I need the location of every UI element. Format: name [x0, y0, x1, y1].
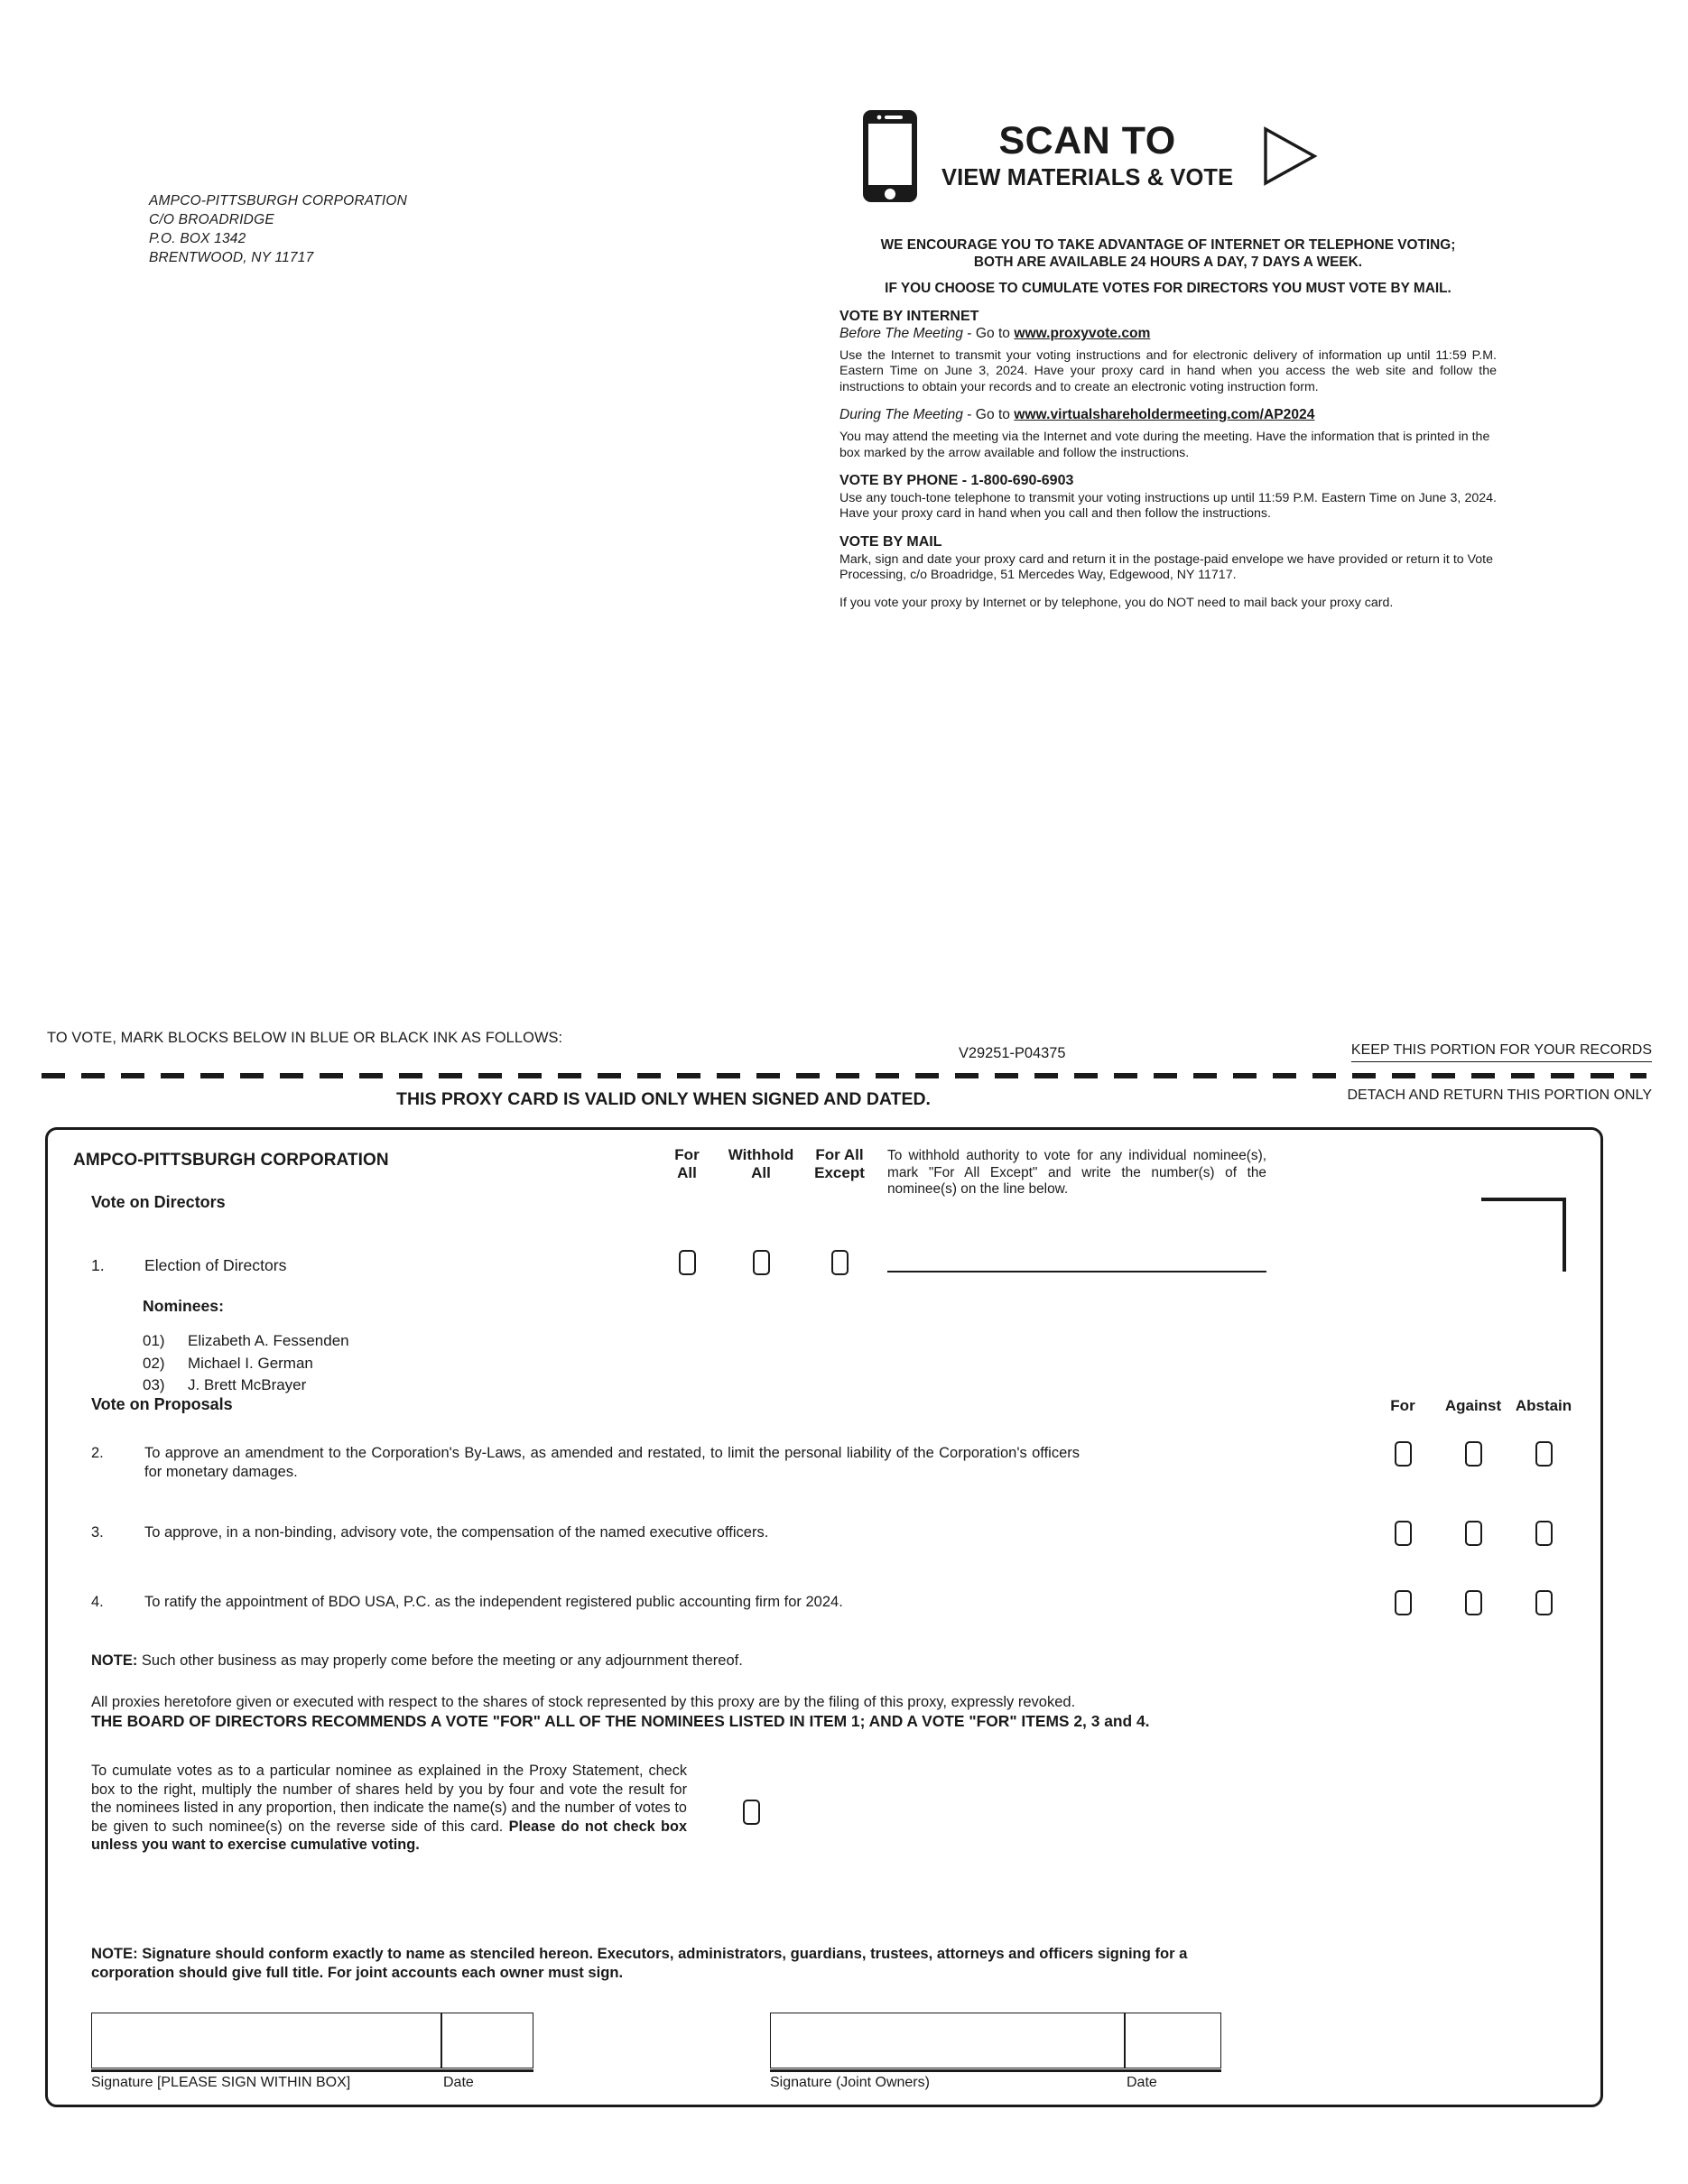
checkbox-abstain[interactable]	[1535, 1441, 1553, 1467]
item-1-label: Election of Directors	[144, 1256, 287, 1274]
vote-by-mail-body: Mark, sign and date your proxy card and return it in the postage-paid envelope we have provided or return it to Vote Processing, c/o Broadridge, 51 Mercedes Way, Edgewood, NY 11717.	[839, 551, 1493, 583]
checkbox-for[interactable]	[1395, 1441, 1412, 1467]
nominee-number: 03)	[143, 1376, 165, 1393]
address-line: BRENTWOOD, NY 11717	[149, 250, 314, 265]
signature-boxes	[770, 2013, 1221, 2068]
proposal-text: To approve, in a non-binding, advisory vote, the compensation of the named executive officers.	[144, 1524, 769, 1541]
nominees-list	[143, 1330, 349, 1397]
column-header-abstain: Abstain	[1515, 1397, 1572, 1414]
date-label: Date	[443, 2075, 474, 2091]
proxy-card	[45, 1127, 1603, 2107]
address-line: P.O. BOX 1342	[149, 231, 246, 246]
signature-labels	[91, 2075, 533, 2091]
proposal-column-headers	[1368, 1397, 1579, 1415]
checkbox-for-all[interactable]	[679, 1250, 696, 1275]
nominee-name: Elizabeth A. Fessenden	[188, 1332, 349, 1349]
column-header-withhold-all: Withhold All	[728, 1146, 794, 1181]
column-header-for-all-except: For All Except	[814, 1146, 865, 1181]
nominee-number-write-in-line[interactable]	[887, 1270, 1266, 1272]
proposal-2-checkboxes	[1368, 1441, 1579, 1467]
mailing-address	[149, 191, 407, 267]
vote-by-mail-heading: VOTE BY MAIL	[839, 533, 942, 550]
mobile-phone-icon	[862, 109, 918, 203]
valid-when-signed-note: THIS PROXY CARD IS VALID ONLY WHEN SIGNED AND DATED.	[396, 1089, 931, 1109]
encourage-line-2: BOTH ARE AVAILABLE 24 HOURS A DAY, 7 DAYS A WEEK.	[973, 254, 1363, 270]
signature-input[interactable]	[92, 2013, 441, 2068]
signature-label: Signature (Joint Owners)	[770, 2075, 930, 2091]
proposal-number: 2.	[91, 1445, 104, 1461]
signature-date-input[interactable]	[1126, 2013, 1220, 2068]
address-line: C/O BROADRIDGE	[149, 212, 274, 227]
virtual-meeting-link[interactable]: www.virtualshareholdermeeting.com/AP2024	[1014, 407, 1315, 423]
checkbox-against[interactable]	[1465, 1441, 1482, 1467]
checkbox-cumulative-voting[interactable]	[743, 1800, 760, 1825]
list-item	[143, 1353, 349, 1375]
proposal-3-checkboxes	[1368, 1521, 1579, 1546]
corner-registration-bracket	[1481, 1198, 1566, 1272]
divider	[770, 2069, 1221, 2072]
signature-date-input[interactable]	[442, 2013, 533, 2068]
cumulative-voting-warning: Please do not check box unless you want to exercise cumulative voting.	[91, 1818, 687, 1854]
cumulate-notice: IF YOU CHOOSE TO CUMULATE VOTES FOR DIRECTORS YOU MUST VOTE BY MAIL.	[885, 281, 1451, 296]
checkbox-abstain[interactable]	[1535, 1521, 1553, 1546]
column-header-against: Against	[1444, 1397, 1502, 1414]
signature-note: NOTE: Signature should conform exactly to name as stenciled hereon. Executors, administrators, guardians, trustees, attorneys and officers signing for a corporation should give full title. For joint accounts each owner must sign.	[91, 1945, 1188, 1981]
before-meeting-goto: - Go to	[962, 326, 1015, 341]
column-header-for-all: For All	[674, 1146, 700, 1181]
vote-by-phone-body: Use any touch-tone telephone to transmit your voting instructions up until 11:59 P.M. Eastern Time on June 3, 2024. Have your proxy card in hand when you call and then follow the instructions.	[839, 491, 1497, 522]
signature-label: Signature [PLEASE SIGN WITHIN BOX]	[91, 2075, 351, 2091]
nominees-heading: Nominees:	[143, 1297, 224, 1315]
cumulative-voting-instruction	[91, 1762, 687, 1855]
checkbox-for-all-except[interactable]	[831, 1250, 849, 1275]
nominee-number: 01)	[143, 1332, 165, 1349]
detach-portion-label: DETACH AND RETURN THIS PORTION ONLY	[1347, 1087, 1652, 1103]
encourage-line-1: WE ENCOURAGE YOU TO TAKE ADVANTAGE OF INTERNET OR TELEPHONE VOTING;	[880, 237, 1456, 253]
before-meeting-body: Use the Internet to transmit your voting instructions and for electronic delivery of information up until 11:59 P.M. Eastern Time on June 3, 2024. Have your proxy card in hand when you access the web site and follow the instructions to obtain your records and to create an electronic voting instruction form.	[839, 348, 1497, 394]
note-label: NOTE:	[91, 1652, 138, 1669]
scan-subheadline: VIEW MATERIALS & VOTE	[941, 165, 1234, 191]
director-column-headers	[653, 1146, 878, 1182]
withhold-authority-note: To withhold authority to vote for any individual nominee(s), mark "For All Except" and write the number(s) of the nominee(s) on the line below.	[887, 1148, 1266, 1198]
scan-headline: SCAN TO	[998, 119, 1176, 163]
card-corporation-name: AMPCO-PITTSBURGH CORPORATION	[73, 1151, 389, 1170]
nominee-number: 02)	[143, 1354, 165, 1372]
checkbox-against[interactable]	[1465, 1521, 1482, 1546]
nominee-name: Michael I. German	[188, 1354, 313, 1372]
during-meeting-label: During The Meeting	[839, 407, 963, 423]
proposal-text: To approve an amendment to the Corporation's By-Laws, as amended and restated, to limit the personal liability of the Corporation's officers for monetary damages.	[144, 1445, 1080, 1480]
address-line: AMPCO-PITTSBURGH CORPORATION	[149, 193, 408, 208]
vote-by-internet-heading: VOTE BY INTERNET	[839, 309, 979, 324]
vote-on-proposals-heading: Vote on Proposals	[91, 1395, 233, 1413]
nominee-name: J. Brett McBrayer	[188, 1376, 307, 1393]
checkbox-withhold-all[interactable]	[753, 1250, 770, 1275]
before-meeting-label: Before The Meeting	[839, 326, 963, 341]
proposal-text: To ratify the appointment of BDO USA, P.C. as the independent registered public accounting firm for 2024.	[144, 1594, 843, 1610]
signature-block-joint	[770, 2013, 1221, 2091]
divider	[91, 2069, 533, 2072]
voting-instructions	[839, 236, 1497, 611]
during-meeting-row	[839, 407, 1497, 423]
to-vote-instruction: TO VOTE, MARK BLOCKS BELOW IN BLUE OR BLACK INK AS FOLLOWS:	[47, 1030, 563, 1046]
detach-dashed-line	[42, 1073, 1646, 1078]
instructions-footer: If you vote your proxy by Internet or by telephone, you do NOT need to mail back your proxy card.	[839, 595, 1394, 610]
checkbox-abstain[interactable]	[1535, 1590, 1553, 1615]
cumulative-voting-checkbox-wrap	[743, 1800, 760, 1825]
list-item	[143, 1330, 349, 1353]
proxyvote-link[interactable]: www.proxyvote.com	[1014, 326, 1151, 341]
control-number: V29251-P04375	[959, 1045, 1066, 1061]
note-text: Such other business as may properly come before the meeting or any adjournment thereof.	[137, 1652, 743, 1669]
scan-to-vote-banner	[862, 106, 1368, 206]
item-1-number: 1.	[91, 1256, 105, 1274]
column-header-for: For	[1390, 1397, 1415, 1414]
vote-by-phone-heading: VOTE BY PHONE - 1-800-690-6903	[839, 473, 1074, 489]
checkbox-for[interactable]	[1395, 1521, 1412, 1546]
proposal-4-checkboxes	[1368, 1590, 1579, 1615]
signature-labels	[770, 2075, 1221, 2091]
play-triangle-icon	[1262, 126, 1318, 186]
revocation-note: All proxies heretofore given or executed with respect to the shares of stock represented by this proxy are by the filing of this proxy, expressly revoked.	[91, 1694, 1076, 1710]
checkbox-against[interactable]	[1465, 1590, 1482, 1615]
list-item	[143, 1374, 349, 1397]
vote-on-directors-heading: Vote on Directors	[91, 1193, 226, 1211]
director-vote-checkboxes	[653, 1250, 878, 1275]
board-recommendation: THE BOARD OF DIRECTORS RECOMMENDS A VOTE "FOR" ALL OF THE NOMINEES LISTED IN ITEM 1; AND A VOTE "FOR" ITEMS 2, 3 and 4.	[91, 1712, 1150, 1730]
during-meeting-body: You may attend the meeting via the Internet and vote during the meeting. Have the information that is printed in the box marked by the arrow available and follow the instructions.	[839, 430, 1490, 460]
proposal-number: 3.	[91, 1524, 104, 1541]
keep-portion-label: KEEP THIS PORTION FOR YOUR RECORDS	[1351, 1042, 1652, 1062]
during-meeting-goto: - Go to	[962, 407, 1015, 423]
scan-to-vote-text	[941, 119, 1234, 191]
other-business-note	[91, 1652, 743, 1670]
checkbox-for[interactable]	[1395, 1590, 1412, 1615]
signature-boxes	[91, 2013, 533, 2068]
proposal-number: 4.	[91, 1594, 104, 1610]
cumulative-voting-text: To cumulate votes as to a particular nominee as explained in the Proxy Statement, check box to the right, multiply the number of shares held by you by four and vote the result for the nominees listed in any proportion, then indicate the name(s) and the number of votes to be given to such nominee(s) on the reverse side of this card.	[91, 1763, 687, 1835]
signature-block-primary	[91, 2013, 533, 2091]
before-meeting-row	[839, 326, 1497, 342]
date-label: Date	[1127, 2075, 1157, 2091]
signature-input[interactable]	[771, 2013, 1124, 2068]
